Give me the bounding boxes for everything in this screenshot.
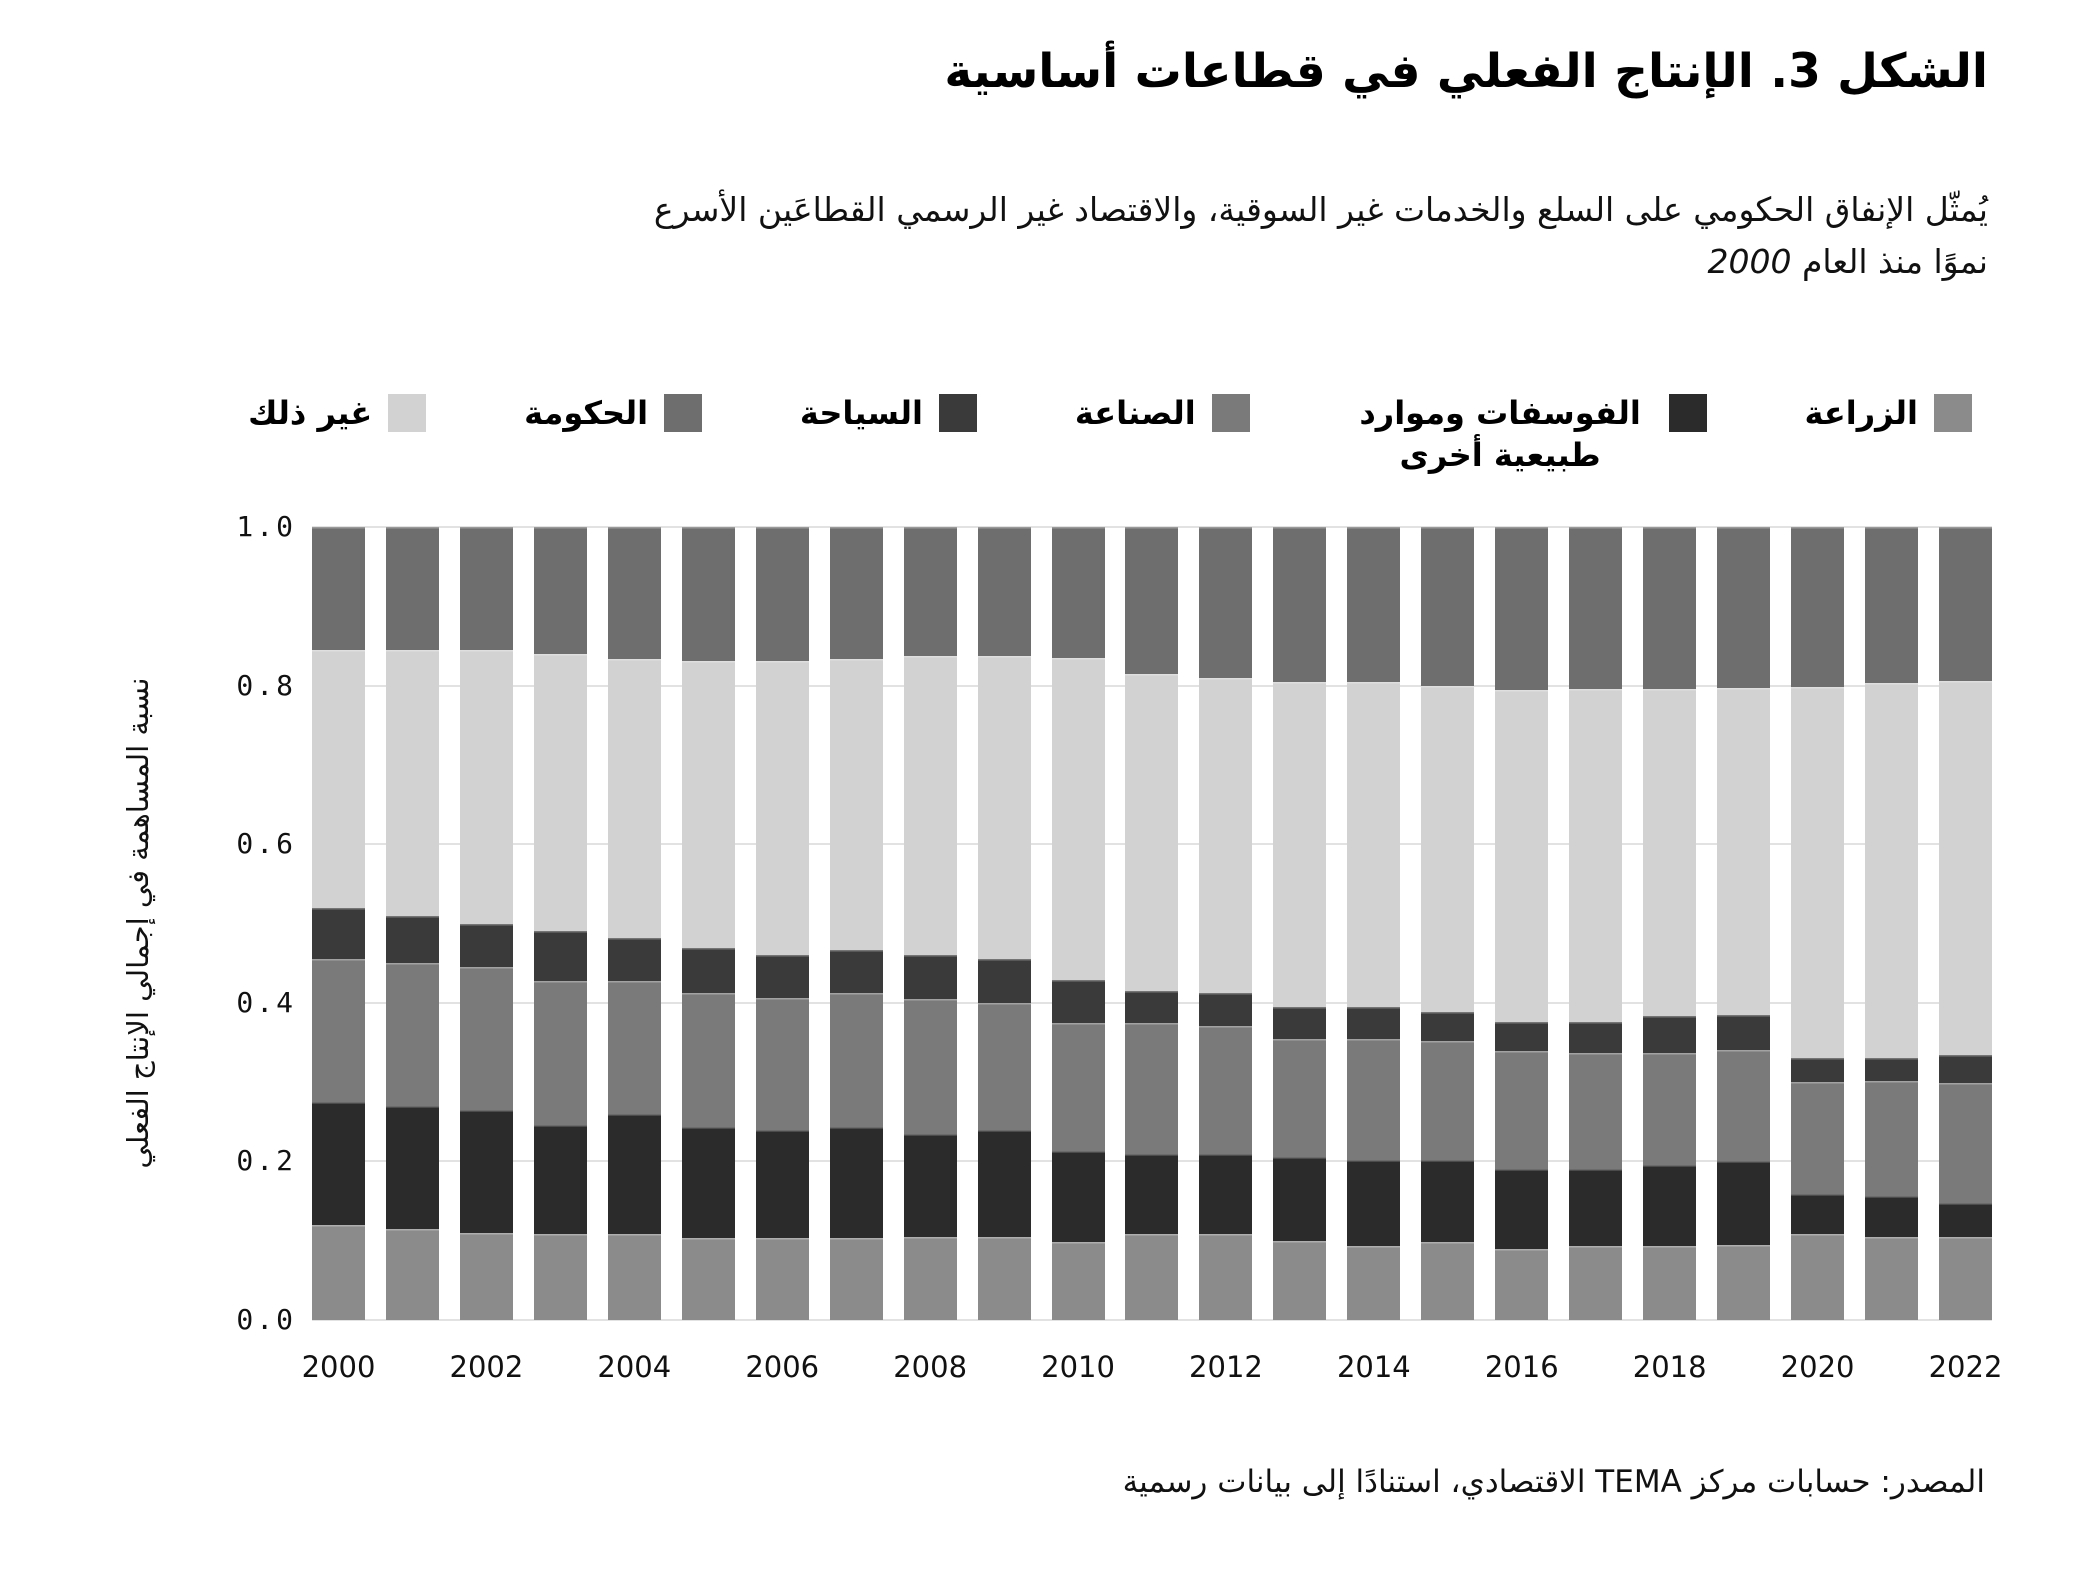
segment-agriculture-2003 <box>534 1234 587 1320</box>
segment-tourism-2019 <box>1717 1015 1770 1051</box>
segment-other-2006 <box>756 661 809 955</box>
bars-container <box>312 527 1992 1320</box>
segment-industry-2001 <box>386 963 439 1106</box>
segment-agriculture-2019 <box>1717 1245 1770 1320</box>
legend-swatch-tourism <box>939 394 977 432</box>
y-tick-0.0: 0.0 <box>236 1303 296 1336</box>
segment-government-2011 <box>1125 527 1178 674</box>
segment-government-2008 <box>904 527 957 656</box>
segment-other-2012 <box>1199 678 1252 994</box>
segment-agriculture-2005 <box>682 1238 735 1320</box>
x-tick-2014: 2014 <box>1336 1350 1411 1384</box>
segment-tourism-2018 <box>1643 1016 1696 1052</box>
segment-industry-2007 <box>830 993 883 1127</box>
segment-phosphates-2013 <box>1273 1157 1326 1240</box>
x-tick-2008: 2008 <box>893 1350 968 1384</box>
segment-agriculture-2004 <box>608 1234 661 1320</box>
segment-agriculture-2001 <box>386 1229 439 1320</box>
segment-other-2020 <box>1791 687 1844 1057</box>
segment-other-2014 <box>1347 682 1400 1006</box>
segment-other-2016 <box>1495 690 1548 1022</box>
segment-industry-2009 <box>978 1003 1031 1130</box>
legend-item-agriculture <box>1804 393 1972 435</box>
segment-tourism-2005 <box>682 948 735 992</box>
segment-other-2018 <box>1643 689 1696 1017</box>
segment-phosphates-2012 <box>1199 1154 1252 1234</box>
segment-tourism-2016 <box>1495 1022 1548 1051</box>
x-tick-2020: 2020 <box>1780 1350 1855 1384</box>
segment-agriculture-2020 <box>1791 1234 1844 1320</box>
segment-industry-2021 <box>1865 1081 1918 1196</box>
x-tick-2004: 2004 <box>597 1350 672 1384</box>
segment-tourism-2020 <box>1791 1058 1844 1083</box>
legend-swatch-government <box>664 394 702 432</box>
segment-industry-2017 <box>1569 1053 1622 1169</box>
segment-agriculture-2006 <box>756 1238 809 1320</box>
segment-phosphates-2018 <box>1643 1165 1696 1246</box>
x-tick-2012: 2012 <box>1189 1350 1263 1384</box>
y-tick-0.8: 0.8 <box>236 668 296 702</box>
segment-government-2016 <box>1495 527 1548 690</box>
legend-item-industry <box>1075 393 1250 435</box>
legend-swatch-agriculture <box>1934 394 1972 432</box>
y-tick-0.6: 0.6 <box>236 827 296 861</box>
segment-government-2017 <box>1569 527 1622 689</box>
segment-tourism-2001 <box>386 916 439 964</box>
segment-tourism-2015 <box>1421 1012 1474 1041</box>
segment-government-2006 <box>756 527 809 661</box>
subtitle-line-2: نموًا منذ العام 2000 <box>1707 242 1988 282</box>
segment-phosphates-2020 <box>1791 1194 1844 1234</box>
segment-tourism-2022 <box>1939 1055 1992 1083</box>
segment-tourism-2012 <box>1199 993 1252 1026</box>
bar-2009 <box>978 527 1031 1320</box>
legend-label-industry: الصناعة <box>1074 394 1196 432</box>
segment-government-2012 <box>1199 527 1252 678</box>
bar-2008 <box>904 527 957 1320</box>
segment-agriculture-2012 <box>1199 1234 1252 1320</box>
segment-phosphates-2010 <box>1052 1151 1105 1242</box>
segment-phosphates-2021 <box>1865 1196 1918 1237</box>
segment-agriculture-2009 <box>978 1237 1031 1320</box>
segment-other-2013 <box>1273 682 1326 1007</box>
bar-2014 <box>1347 527 1400 1320</box>
subtitle-line-1: يُمثّل الإنفاق الحكومي على السلع والخدمات غير السوقية، والاقتصاد غير الرسمي القطاعَين الأسرع <box>653 190 1988 229</box>
bar-2003 <box>534 527 587 1320</box>
plot-area <box>312 527 1992 1320</box>
segment-government-2021 <box>1865 527 1918 683</box>
segment-other-2001 <box>386 650 439 916</box>
segment-industry-2015 <box>1421 1041 1474 1160</box>
segment-phosphates-2006 <box>756 1130 809 1239</box>
segment-tourism-2004 <box>608 938 661 981</box>
legend-label-phosphates: الفوسفات وموارد طبيعية أخرى <box>1359 394 1641 474</box>
segment-agriculture-2015 <box>1421 1242 1474 1320</box>
bar-2002 <box>460 527 513 1320</box>
segment-phosphates-2007 <box>830 1127 883 1238</box>
segment-industry-2004 <box>608 981 661 1114</box>
legend-swatch-industry <box>1212 394 1250 432</box>
bar-2013 <box>1273 527 1326 1320</box>
segment-agriculture-2011 <box>1125 1234 1178 1320</box>
bar-2021 <box>1865 527 1918 1320</box>
source-note: المصدر: حسابات مركز TEMA الاقتصادي، استنادًا إلى بيانات رسمية <box>1122 1464 1985 1500</box>
bar-2000 <box>312 527 365 1320</box>
segment-agriculture-2010 <box>1052 1242 1105 1320</box>
segment-other-2004 <box>608 659 661 937</box>
segment-government-2007 <box>830 527 883 659</box>
x-tick-2010: 2010 <box>1041 1350 1115 1384</box>
chart-legend <box>248 393 1972 476</box>
segment-tourism-2002 <box>460 924 513 968</box>
bar-2007 <box>830 527 883 1320</box>
segment-industry-2000 <box>312 959 365 1102</box>
segment-other-2010 <box>1052 658 1105 980</box>
segment-tourism-2010 <box>1052 980 1105 1024</box>
segment-agriculture-2014 <box>1347 1246 1400 1320</box>
segment-other-2017 <box>1569 689 1622 1022</box>
bar-2012 <box>1199 527 1252 1320</box>
segment-industry-2008 <box>904 999 957 1134</box>
segment-tourism-2008 <box>904 955 957 999</box>
segment-industry-2011 <box>1125 1023 1178 1154</box>
segment-government-2001 <box>386 527 439 650</box>
segment-other-2009 <box>978 656 1031 960</box>
segment-tourism-2021 <box>1865 1058 1918 1081</box>
x-tick-2000: 2000 <box>301 1350 376 1384</box>
segment-government-2018 <box>1643 527 1696 689</box>
figure-subtitle <box>654 184 1988 288</box>
bar-2004 <box>608 527 661 1320</box>
legend-swatch-other <box>388 394 426 432</box>
segment-industry-2006 <box>756 998 809 1130</box>
segment-phosphates-2003 <box>534 1125 587 1234</box>
segment-phosphates-2005 <box>682 1127 735 1239</box>
segment-other-2003 <box>534 654 587 932</box>
segment-other-2015 <box>1421 686 1474 1013</box>
bar-2022 <box>1939 527 1992 1320</box>
segment-government-2003 <box>534 527 587 654</box>
segment-government-2010 <box>1052 527 1105 658</box>
bar-2016 <box>1495 527 1548 1320</box>
legend-item-government <box>524 393 702 435</box>
legend-label-government: الحكومة <box>524 394 649 432</box>
segment-phosphates-2017 <box>1569 1169 1622 1247</box>
segment-agriculture-2021 <box>1865 1237 1918 1320</box>
x-tick-2022: 2022 <box>1928 1350 2003 1384</box>
segment-industry-2010 <box>1052 1023 1105 1151</box>
segment-government-2014 <box>1347 527 1400 682</box>
legend-label-other: غير ذلك <box>248 394 373 432</box>
segment-agriculture-2000 <box>312 1225 365 1320</box>
segment-agriculture-2017 <box>1569 1246 1622 1320</box>
figure-title: الشكل 3. الإنتاج الفعلي في قطاعات أساسية <box>944 44 1988 99</box>
segment-government-2019 <box>1717 527 1770 688</box>
segment-other-2022 <box>1939 681 1992 1055</box>
x-tick-2016: 2016 <box>1484 1350 1559 1384</box>
segment-agriculture-2002 <box>460 1233 513 1320</box>
bar-2015 <box>1421 527 1474 1320</box>
segment-phosphates-2016 <box>1495 1169 1548 1250</box>
bar-2017 <box>1569 527 1622 1320</box>
bar-2005 <box>682 527 735 1320</box>
segment-tourism-2013 <box>1273 1007 1326 1040</box>
segment-industry-2020 <box>1791 1082 1844 1194</box>
segment-phosphates-2002 <box>460 1110 513 1233</box>
segment-other-2011 <box>1125 674 1178 991</box>
segment-government-2009 <box>978 527 1031 656</box>
segment-other-2000 <box>312 650 365 908</box>
segment-phosphates-2019 <box>1717 1161 1770 1244</box>
legend-label-tourism: السياحة <box>799 394 924 432</box>
segment-industry-2016 <box>1495 1051 1548 1168</box>
bar-2006 <box>756 527 809 1320</box>
segment-agriculture-2013 <box>1273 1241 1326 1320</box>
segment-other-2007 <box>830 659 883 950</box>
segment-industry-2014 <box>1347 1039 1400 1160</box>
bar-2019 <box>1717 527 1770 1320</box>
segment-tourism-2007 <box>830 950 883 993</box>
segment-agriculture-2008 <box>904 1237 957 1320</box>
segment-phosphates-2008 <box>904 1134 957 1237</box>
segment-industry-2022 <box>1939 1083 1992 1203</box>
segment-industry-2018 <box>1643 1053 1696 1166</box>
y-tick-0.2: 0.2 <box>236 1144 296 1178</box>
segment-government-2015 <box>1421 527 1474 686</box>
segment-phosphates-2001 <box>386 1106 439 1229</box>
segment-other-2005 <box>682 661 735 948</box>
legend-item-other <box>248 393 426 435</box>
segment-tourism-2006 <box>756 955 809 998</box>
bar-2018 <box>1643 527 1696 1320</box>
segment-phosphates-2000 <box>312 1102 365 1225</box>
segment-other-2021 <box>1865 683 1918 1057</box>
segment-agriculture-2022 <box>1939 1237 1992 1320</box>
segment-tourism-2011 <box>1125 991 1178 1024</box>
segment-phosphates-2011 <box>1125 1154 1178 1234</box>
bar-2011 <box>1125 527 1178 1320</box>
segment-industry-2003 <box>534 981 587 1125</box>
x-tick-2006: 2006 <box>745 1350 820 1384</box>
y-tick-0.4: 0.4 <box>236 985 296 1019</box>
segment-phosphates-2014 <box>1347 1160 1400 1246</box>
segment-government-2005 <box>682 527 735 661</box>
segment-industry-2002 <box>460 967 513 1110</box>
segment-tourism-2000 <box>312 908 365 960</box>
x-tick-2002: 2002 <box>449 1350 524 1384</box>
segment-tourism-2003 <box>534 931 587 980</box>
bar-2020 <box>1791 527 1844 1320</box>
bar-2010 <box>1052 527 1105 1320</box>
segment-industry-2012 <box>1199 1026 1252 1154</box>
segment-phosphates-2009 <box>978 1130 1031 1237</box>
segment-industry-2019 <box>1717 1050 1770 1161</box>
segment-phosphates-2015 <box>1421 1160 1474 1242</box>
segment-government-2002 <box>460 527 513 650</box>
segment-other-2002 <box>460 650 513 924</box>
segment-phosphates-2004 <box>608 1114 661 1235</box>
segment-government-2004 <box>608 527 661 659</box>
segment-agriculture-2018 <box>1643 1246 1696 1320</box>
segment-government-2022 <box>1939 527 1992 681</box>
segment-tourism-2009 <box>978 959 1031 1003</box>
legend-item-tourism <box>800 393 977 435</box>
segment-industry-2013 <box>1273 1039 1326 1157</box>
subtitle-year: 2000 <box>1707 242 1792 282</box>
y-tick-1.0: 1.0 <box>236 510 296 543</box>
legend-label-agriculture: الزراعة <box>1804 394 1918 432</box>
segment-government-2013 <box>1273 527 1326 682</box>
segment-agriculture-2007 <box>830 1238 883 1320</box>
y-axis-title: نسبة المساهمة في إجمالي الإنتاج الفعلي <box>121 677 155 1169</box>
segment-government-2000 <box>312 527 365 650</box>
segment-agriculture-2016 <box>1495 1249 1548 1320</box>
segment-industry-2005 <box>682 993 735 1127</box>
legend-swatch-phosphates <box>1669 394 1707 432</box>
segment-government-2020 <box>1791 527 1844 687</box>
segment-phosphates-2022 <box>1939 1203 1992 1237</box>
bar-2001 <box>386 527 439 1320</box>
legend-item-phosphates <box>1348 393 1707 476</box>
segment-tourism-2017 <box>1569 1022 1622 1053</box>
x-tick-2018: 2018 <box>1632 1350 1707 1384</box>
segment-other-2008 <box>904 656 957 956</box>
segment-tourism-2014 <box>1347 1007 1400 1040</box>
segment-other-2019 <box>1717 688 1770 1015</box>
